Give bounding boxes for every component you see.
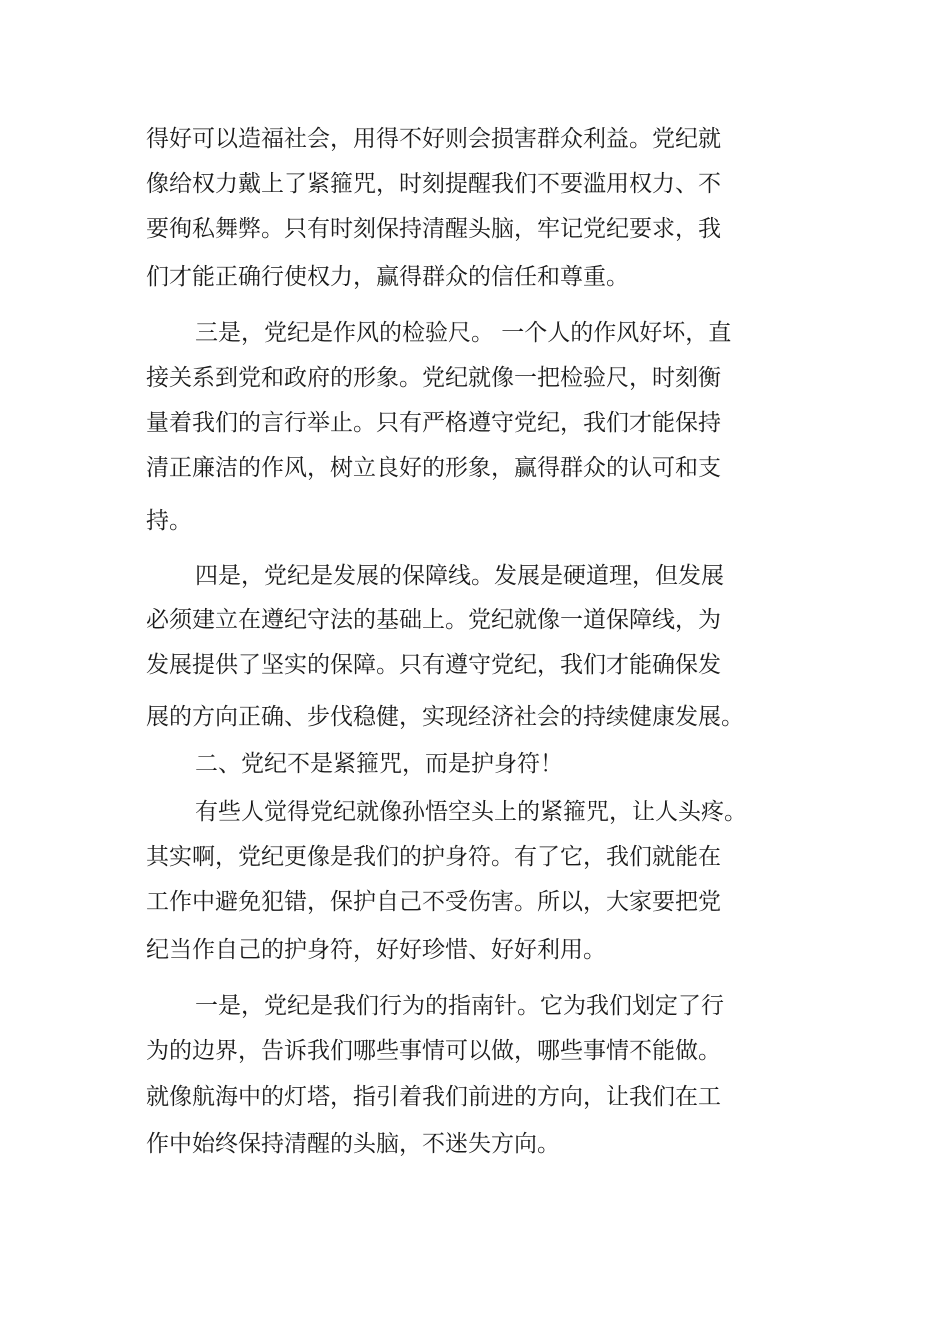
text-line: 接关系到党和政府的形象。党纪就像一把检验尺，时刻衡 [146,365,721,391]
paragraph-start-line: 有些人觉得党纪就像孙悟空头上的紧箍咒，让人头疼。 [195,799,747,825]
text-line: 必须建立在遵纪守法的基础上。党纪就像一道保障线，为 [146,607,721,633]
text-line: 为的边界，告诉我们哪些事情可以做，哪些事情不能做。 [146,1038,721,1064]
text-line: 像给权力戴上了紧箍咒，时刻提醒我们不要滥用权力、不 [146,171,721,197]
text-line: 就像航海中的灯塔，指引着我们前进的方向，让我们在工 [146,1084,721,1110]
text-line: 清正廉洁的作风，树立良好的形象，赢得群众的认可和支 [146,455,721,481]
text-line: 展的方向正确、步伐稳健，实现经济社会的持续健康发展。 [146,704,744,730]
text-line: 作中始终保持清醒的头脑，不迷失方向。 [146,1131,560,1157]
text-line: 工作中避免犯错，保护自己不受伤害。所以，大家要把党 [146,889,721,915]
text-line: 得好可以造福社会，用得不好则会损害群众利益。党纪就 [146,126,721,152]
text-line: 发展提供了坚实的保障。只有遵守党纪，我们才能确保发 [146,652,721,678]
text-line: 要徇私舞弊。只有时刻保持清醒头脑，牢记党纪要求，我 [146,216,721,242]
paragraph-start-line: 三是，党纪是作风的检验尺。 一个人的作风好坏，直 [195,320,732,346]
text-line: 其实啊，党纪更像是我们的护身符。有了它，我们就能在 [146,844,721,870]
text-line: 持。 [146,508,192,534]
section-heading: 二、党纪不是紧箍咒，而是护身符！ [195,751,563,777]
paragraph-start-line: 四是，党纪是发展的保障线。发展是硬道理，但发展 [195,563,724,589]
paragraph-start-line: 一是，党纪是我们行为的指南针。它为我们划定了行 [195,993,724,1019]
text-line: 量着我们的言行举止。只有严格遵守党纪，我们才能保持 [146,410,721,436]
text-line: 们才能正确行使权力，赢得群众的信任和尊重。 [146,264,629,290]
text-line: 纪当作自己的护身符，好好珍惜、好好利用。 [146,937,606,963]
